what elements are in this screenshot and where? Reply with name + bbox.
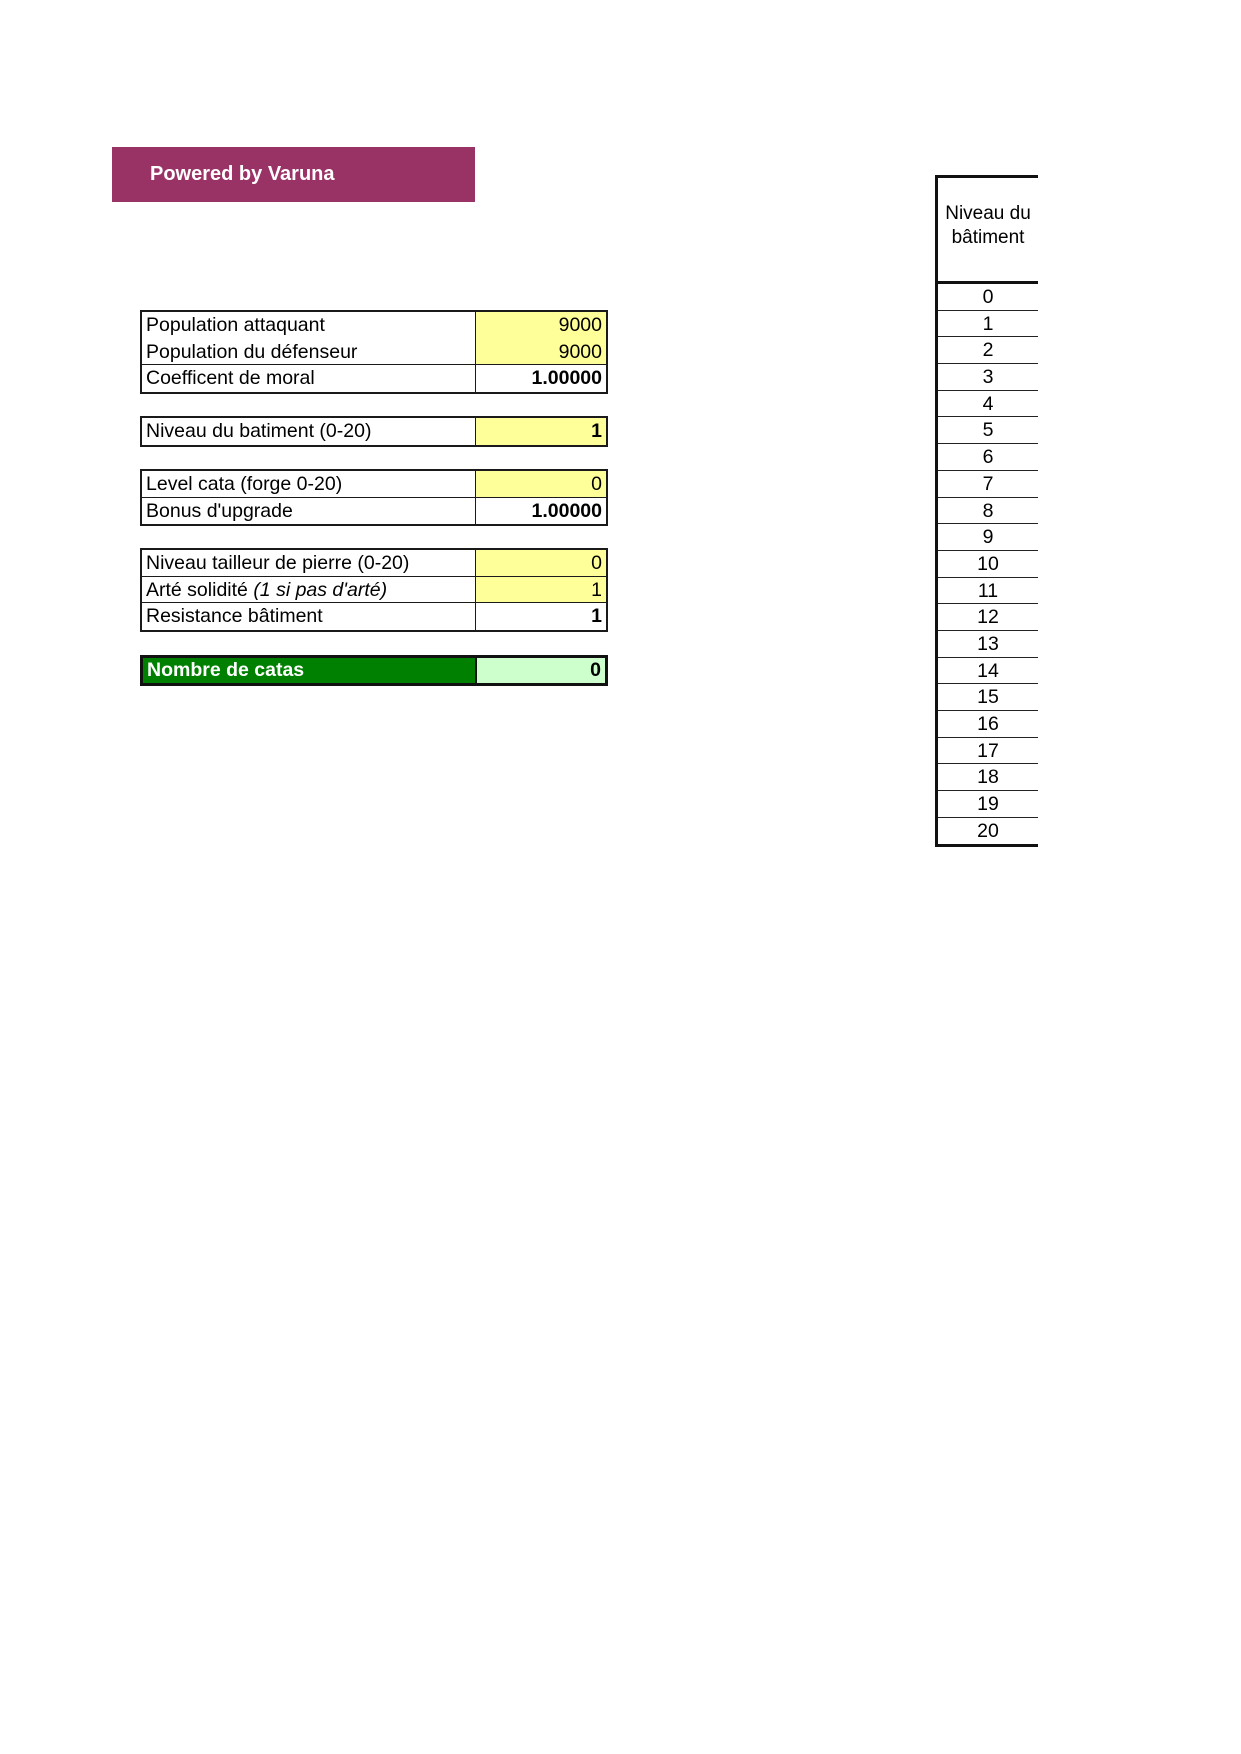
- level-row: 17: [938, 738, 1038, 765]
- level-row: 2: [938, 337, 1038, 364]
- building-resistance-value: 1: [591, 605, 602, 627]
- powered-by-banner: Powered by Varuna: [112, 147, 475, 202]
- morale-coefficient-row: [142, 365, 606, 392]
- upgrade-bonus-label: Bonus d'upgrade: [142, 498, 476, 525]
- level-row: 7: [938, 471, 1038, 498]
- building-level-row: [142, 418, 606, 445]
- stonemason-level-row: [142, 550, 606, 577]
- level-row: 20: [977, 819, 999, 842]
- population-defender-label: Population du défenseur: [142, 339, 476, 365]
- population-defender-row: [142, 339, 606, 366]
- stonemason-level-input[interactable]: 0: [476, 550, 606, 576]
- resistance-block: [140, 548, 608, 632]
- artifact-solidity-note: (1 si pas d'arté): [253, 578, 388, 601]
- catapult-count-label: Nombre de catas: [143, 658, 477, 683]
- upgrade-bonus-value: 1.00000: [531, 499, 602, 522]
- level-row: 15: [938, 684, 1038, 711]
- level-row: 11: [938, 578, 1038, 605]
- population-defender-input[interactable]: 9000: [476, 339, 606, 365]
- building-level-table-header: [938, 178, 1038, 284]
- morale-coefficient-label: Coefficent de moral: [142, 365, 476, 392]
- population-attacker-label: Population attaquant: [142, 312, 476, 339]
- building-level-label: Niveau du batiment (0-20): [142, 418, 476, 445]
- level-row: 6: [938, 444, 1038, 471]
- catapult-level-input[interactable]: 0: [476, 471, 606, 497]
- building-level-input[interactable]: 1: [476, 418, 606, 445]
- building-resistance-row: [142, 603, 606, 630]
- level-row: 14: [938, 658, 1038, 685]
- stonemason-level-label: Niveau tailleur de pierre (0-20): [142, 550, 476, 576]
- catapult-count-value: 0: [477, 658, 605, 683]
- population-block: [140, 310, 608, 394]
- level-row: 9: [938, 524, 1038, 551]
- level-row: 8: [938, 498, 1038, 525]
- result-block: [140, 655, 608, 686]
- level-row: 16: [938, 711, 1038, 738]
- header-line-2: bâtiment: [951, 226, 1025, 248]
- building-level-block: [140, 416, 608, 447]
- artifact-solidity-input[interactable]: 1: [476, 577, 606, 603]
- population-attacker-row: [142, 312, 606, 339]
- level-row: 19: [938, 791, 1038, 818]
- level-row: 4: [938, 391, 1038, 418]
- catapult-level-row: [142, 471, 606, 498]
- catapult-count-row: [143, 658, 605, 683]
- header-line-1: Niveau du: [945, 202, 1031, 224]
- building-resistance-label: Resistance bâtiment: [142, 603, 476, 630]
- morale-coefficient-value: 1.00000: [531, 367, 602, 389]
- level-row: 1: [938, 311, 1038, 338]
- artifact-solidity-label: [142, 577, 476, 603]
- building-level-table: [935, 175, 1038, 847]
- artifact-solidity-label-text: Arté solidité: [146, 578, 248, 601]
- level-row: 5: [938, 417, 1038, 444]
- upgrade-bonus-row: [142, 498, 606, 525]
- level-row: 18: [938, 764, 1038, 791]
- catapult-level-label: Level cata (forge 0-20): [142, 471, 476, 497]
- level-row: 10: [938, 551, 1038, 578]
- catapult-block: [140, 469, 608, 526]
- level-row: 12: [938, 604, 1038, 631]
- level-row: 3: [938, 364, 1038, 391]
- level-row: 13: [938, 631, 1038, 658]
- level-row: 0: [938, 284, 1038, 311]
- population-attacker-input[interactable]: 9000: [476, 312, 606, 339]
- artifact-solidity-row: [142, 577, 606, 604]
